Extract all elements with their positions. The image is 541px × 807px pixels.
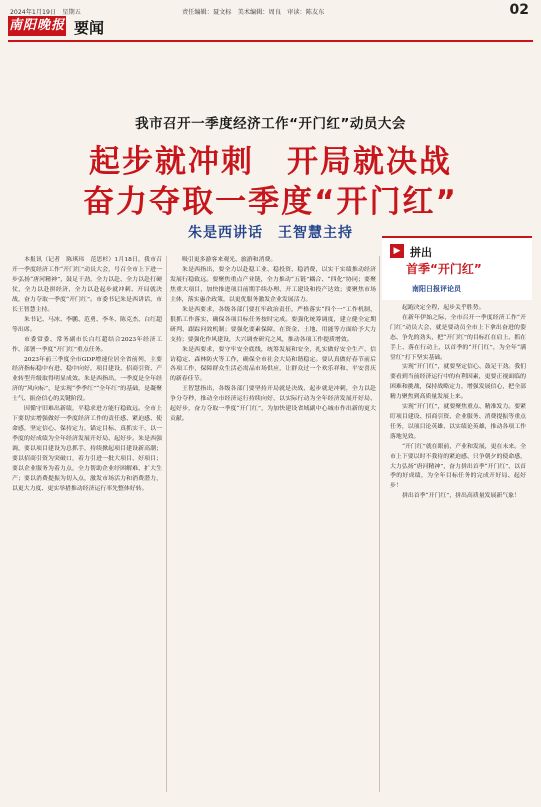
commentary-source: 南阳日报评论员 — [412, 285, 461, 293]
article-paragraph: 2023年前三季度全市GDP增速位居全省前列，主要经济指标稳中有进、稳中向好，项目建设、招商引资、产业转型升级取得明显成效。朱是西指出，一季度是全年经济的“风向标”，是实现“季季红”“全年红”的基础，是凝聚士气、振奋信心的关键阶段。 — [12, 356, 162, 403]
article-kicker: 我市召开一季度经济工作“开门红”动员大会 — [135, 116, 406, 132]
article-column-2 — [170, 256, 376, 796]
commentary-paragraph: 拼出首季“开门红”，拼出高质量发展新气象！ — [402, 493, 520, 500]
commentary-sidebar — [382, 236, 532, 796]
commentary-title-1: 拼出 — [410, 246, 432, 259]
article-paragraph: 市委常委、常务副市长白红超结合2023年经济工作、部署一季度“开门红”重点任务。 — [12, 336, 162, 353]
commentary-flag-icon: ▶ — [390, 244, 404, 258]
column-divider — [379, 256, 380, 792]
editor-credits: 责任编辑：聂文标 美术编辑：周良 审读：陈友东 — [182, 9, 325, 16]
article-paragraph: 朱是西要求，各级各部门要扛牢政治责任，严格落实“四个一”工作机制，狠抓工作落实，确保各项目标任务按时完成。要强化统筹调度，建立健全定期研判、跟踪问效机制；要强化要素保障，在资金、土地、用能等方面给予大力支持；要强化作风建设，大兴调查研究之风，推动各项工作提质增效。 — [170, 306, 376, 343]
page-header — [10, 4, 531, 16]
commentary-paragraph: 在新年伊始之际，全市召开一季度经济工作“开门红”动员大会，就是要动员全市上下拿出奋进的姿态、争先的劲头，把“开门红”的目标扛在肩上、抓在手上、落在行动上，以首季的“开门红”，为全年“满堂红”打下坚实基础。 — [390, 314, 526, 361]
commentary-paragraph: “开门红”就在眼前，产业和发展，更在未来。全市上下要以时不我待的紧迫感、只争朝夕的使命感，大力弘扬“唐河精神”，奋力拼出首季“开门红”，以首季的好成绩，为全年目标任务的完成开好局、起好步！ — [390, 443, 526, 490]
article-paragraph: 朱是西指出，要全力以赴稳工业、稳投资、稳消费，以实干实绩推动经济发展行稳致远。要聚焦重点产业链，全力推动“五链”耦合、“四化”协同；要聚焦重大项目，加快推进项目前期手续办理、开工建设和投产达效；要聚焦市场主体，落实惠企政策，以更优服务激发企业发展活力。 — [170, 266, 376, 303]
article-byline: 朱是西讲话 王智慧主持 — [188, 225, 353, 241]
section-name: 要闻 — [74, 19, 105, 37]
article-paragraph: 因循守旧难出新绩，平稳求进方能行稳致远。全市上下要切实增强做好一季度经济工作的责任感、紧迫感、使命感，坚定信心、保持定力，锚定目标、真抓实干，以一季度的好成绩为全年经济发展开好局、起好步。朱是西强调，要以项目建设为总抓手，持续掀起项目建设新高潮；要以招商引资为突破口，着力引进一批大项目、好项目；要以企业服务为着力点，全力帮助企业纾困解难、扩大生产；要以消费提振为切入点，激发市场活力和消费潜力，以更大力度、更实举措推动经济运行率先整体好转。 — [12, 406, 162, 492]
masthead-rule — [8, 40, 533, 42]
headline-line-1: 起步就冲刺 开局就决战 — [89, 144, 452, 180]
article-paragraph: 吸引更多游客来观光、旅游和消费。 — [182, 257, 277, 263]
article-paragraph: 朱书记、马冰、李鹏、范勇、李冬、陈克杰、白红超等出席。 — [12, 316, 162, 333]
newspaper-logo: 南阳晚报 — [8, 16, 66, 36]
commentary-paragraph: 起跑决定全程，起步关乎胜势。 — [402, 305, 485, 311]
article-column-1 — [12, 256, 162, 796]
article-paragraph: 朱是西要求，要守牢安全底线，统筹发展和安全，扎实做好安全生产、信访稳定、森林防火等工作，确保全市社会大局和谐稳定。要认真做好春节前后各项工作，保障群众生活必需品市场供应，让群众过一个欢乐祥和、平安喜庆的新春佳节。 — [170, 346, 376, 383]
issue-date: 2024年1月19日 星期五 — [10, 9, 81, 16]
commentary-body — [390, 304, 526, 502]
commentary-paragraph: 实现“开门红”，就要坚定信心、鼓足干劲。我们要看到当前经济运行中的有利因素，更要正视面临的困难和挑战，保持战略定力，增强发展信心，把全部精力聚焦到高质量发展上来。 — [390, 364, 526, 401]
column-divider — [166, 256, 167, 792]
article-paragraph: 王智慧指出，各级各部门要坚持开局就是决战、起步就是冲刺，全力以赴争分夺秒，推动全市经济运行持续向好，以实际行动为全年经济发展开好局、起好步，奋力夺取一季度“开门红”，为加快建设省域副中心城市作出新的更大贡献。 — [170, 386, 376, 423]
commentary-title-2: 首季“开门红” — [406, 262, 482, 276]
commentary-paragraph: 实现“开门红”，就要聚焦重点、精准发力。要紧盯项目建设、招商引资、企业服务、消费提振等重点任务，以项目论英雄、以实绩论英雄，推动各项工作落地见效。 — [390, 404, 526, 440]
headline-line-2: 奋力夺取一季度“开门红” — [83, 184, 458, 220]
page-number: 02 — [509, 2, 529, 18]
article-paragraph: 本报讯（记者 陈琪玮 范思杉）1月18日，我市召开一季度经济工作“开门红”动员大会，号召全市上下进一步弘扬“唐河精神”，鼓足干劲，全力以赴、全力以赴打硬仗，全力以赴拼经济，全力以赴起步就冲刺、开局就决战，奋力夺取一季度“开门红”。市委书记朱是西讲话，市长王智慧主持。 — [12, 257, 162, 313]
masthead — [8, 16, 533, 38]
commentary-header — [382, 236, 532, 300]
